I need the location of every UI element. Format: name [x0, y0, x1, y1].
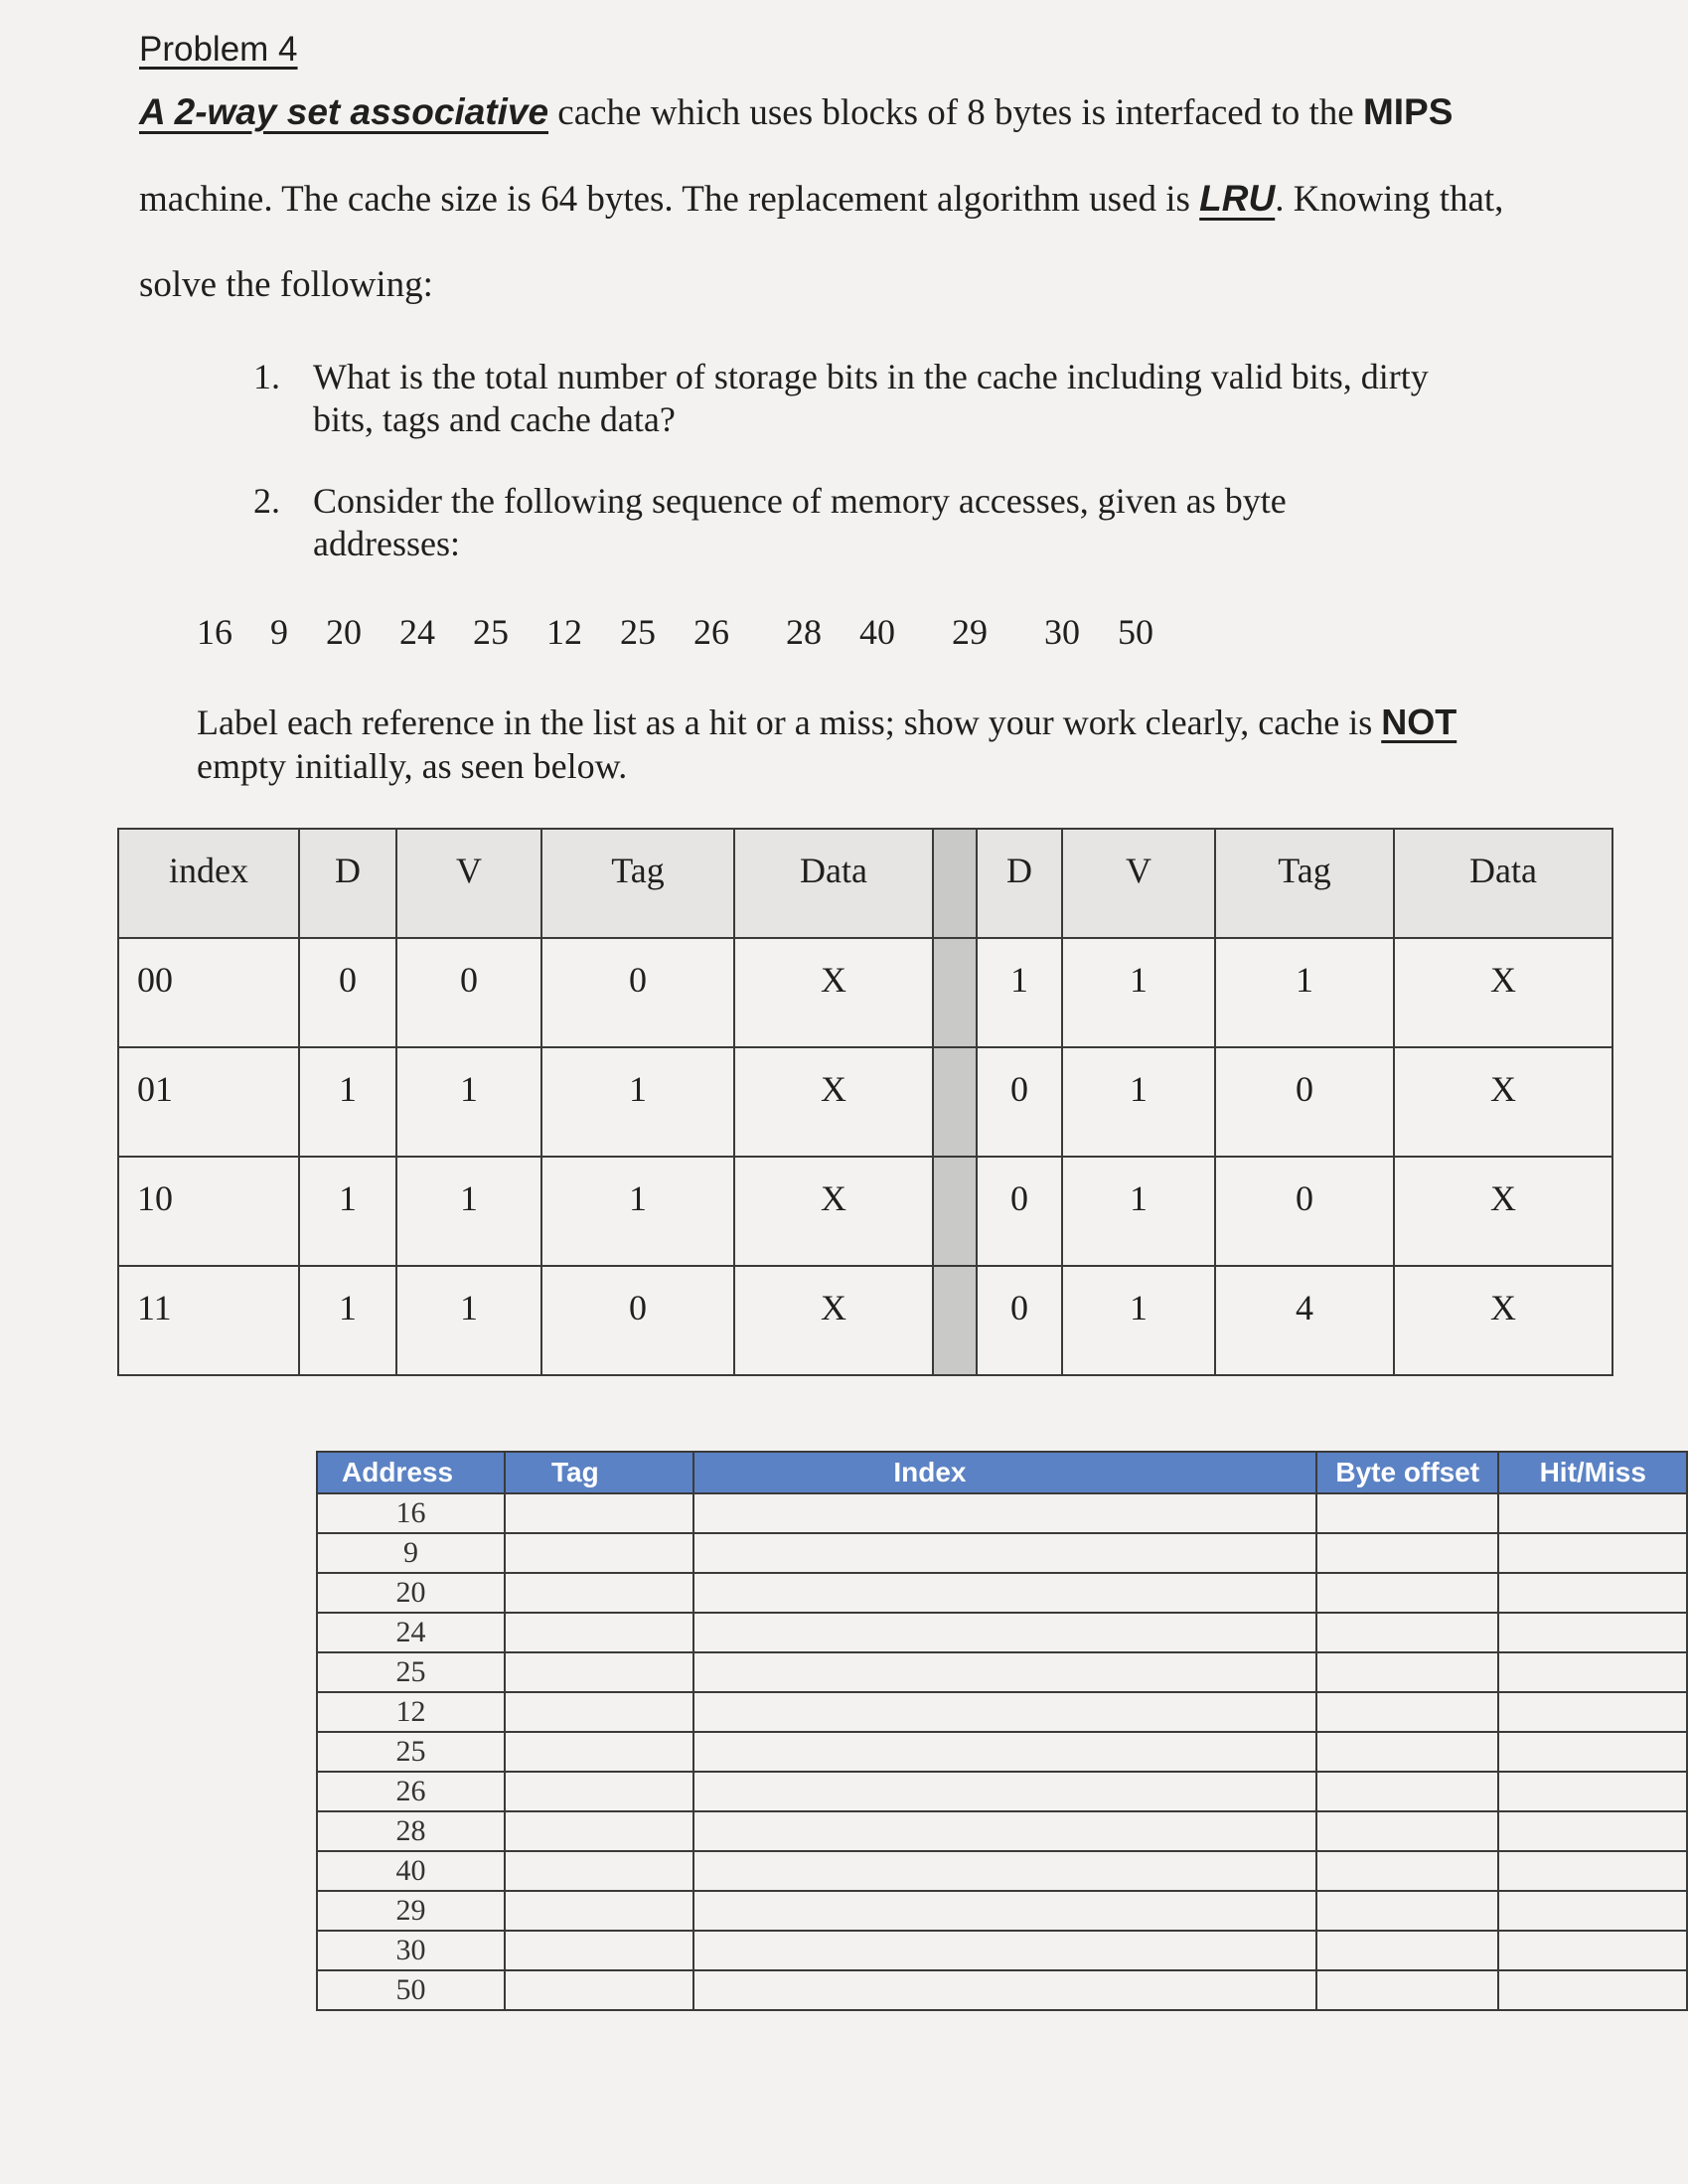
- cache-v2: 1: [1062, 1266, 1215, 1375]
- index-cell[interactable]: [693, 1891, 1316, 1931]
- byte-offset-cell[interactable]: [1316, 1573, 1499, 1613]
- cache-data2: X: [1394, 1266, 1612, 1375]
- byte-offset-cell[interactable]: [1316, 1732, 1499, 1772]
- byte-offset-cell[interactable]: [1316, 1891, 1499, 1931]
- label-instructions: [197, 701, 1488, 788]
- access-sequence: 16 9 20 24 25 12 25 26 28 40 29 30 50: [197, 612, 1153, 652]
- tag-cell[interactable]: [505, 1732, 693, 1772]
- index-cell[interactable]: [693, 1732, 1316, 1772]
- hit-miss-cell[interactable]: [1498, 1613, 1687, 1652]
- header-address: Address: [317, 1452, 505, 1493]
- cache-d2: 1: [977, 938, 1062, 1047]
- cache-v2: 1: [1062, 938, 1215, 1047]
- tag-cell[interactable]: [505, 1613, 693, 1652]
- address-cell: 20: [317, 1573, 505, 1613]
- table-row: [317, 1772, 1687, 1811]
- tag-cell[interactable]: [505, 1970, 693, 2010]
- index-cell[interactable]: [693, 1692, 1316, 1732]
- cache-data2: X: [1394, 938, 1612, 1047]
- cache-tag2: 0: [1215, 1157, 1394, 1266]
- cache-tag2: 4: [1215, 1266, 1394, 1375]
- label-part1: Label each reference in the list as a hit or a miss; show your work clearly, cache is: [197, 702, 1382, 742]
- cache-way-divider: [933, 938, 977, 1047]
- tag-cell[interactable]: [505, 1891, 693, 1931]
- intro-part3: . Knowing that, solve the following:: [139, 179, 1504, 305]
- cache-header-d2: D: [977, 829, 1062, 938]
- index-cell[interactable]: [693, 1613, 1316, 1652]
- cache-tag1: 0: [541, 1266, 734, 1375]
- address-breakdown-table: [316, 1451, 1688, 2011]
- index-cell[interactable]: [693, 1772, 1316, 1811]
- byte-offset-cell[interactable]: [1316, 1931, 1499, 1970]
- address-cell: 12: [317, 1692, 505, 1732]
- address-header-row: [317, 1452, 1687, 1493]
- table-row: [317, 1811, 1687, 1851]
- cache-d2: 0: [977, 1157, 1062, 1266]
- cache-tag1: 1: [541, 1157, 734, 1266]
- cache-v1: 0: [396, 938, 541, 1047]
- cache-data1: X: [734, 1157, 933, 1266]
- cache-header-tag1: Tag: [541, 829, 734, 938]
- hit-miss-cell[interactable]: [1498, 1652, 1687, 1692]
- intro-assoc: A 2-way set associative: [139, 91, 549, 132]
- cache-header-tag2: Tag: [1215, 829, 1394, 938]
- cache-header-data2: Data: [1394, 829, 1612, 938]
- label-not: NOT: [1381, 702, 1458, 742]
- cache-way-divider: [933, 1157, 977, 1266]
- hit-miss-cell[interactable]: [1498, 1891, 1687, 1931]
- intro-part1: cache which uses blocks of 8 bytes is interfaced to the: [548, 92, 1363, 133]
- index-cell[interactable]: [693, 1533, 1316, 1573]
- hit-miss-cell[interactable]: [1498, 1573, 1687, 1613]
- tag-cell[interactable]: [505, 1493, 693, 1533]
- address-cell: 24: [317, 1613, 505, 1652]
- header-tag: Tag: [505, 1452, 693, 1493]
- cache-state-table: [117, 828, 1613, 1376]
- problem-title: Problem 4: [139, 30, 298, 69]
- hit-miss-cell[interactable]: [1498, 1493, 1687, 1533]
- cache-row: [118, 1157, 1612, 1266]
- index-cell[interactable]: [693, 1493, 1316, 1533]
- cache-v1: 1: [396, 1266, 541, 1375]
- hit-miss-cell[interactable]: [1498, 1811, 1687, 1851]
- cache-v1: 1: [396, 1157, 541, 1266]
- table-row: [317, 1851, 1687, 1891]
- address-cell: 26: [317, 1772, 505, 1811]
- table-row: [317, 1970, 1687, 2010]
- header-index: Index: [693, 1452, 1316, 1493]
- byte-offset-cell[interactable]: [1316, 1811, 1499, 1851]
- cache-header-v2: V: [1062, 829, 1215, 938]
- byte-offset-cell[interactable]: [1316, 1613, 1499, 1652]
- cache-d1: 1: [299, 1047, 396, 1157]
- cache-header-index: index: [118, 829, 299, 938]
- cache-d1: 0: [299, 938, 396, 1047]
- cache-v1: 1: [396, 1047, 541, 1157]
- tag-cell[interactable]: [505, 1811, 693, 1851]
- hit-miss-cell[interactable]: [1498, 1772, 1687, 1811]
- tag-cell[interactable]: [505, 1652, 693, 1692]
- address-cell: 30: [317, 1931, 505, 1970]
- table-row: [317, 1732, 1687, 1772]
- address-cell: 28: [317, 1811, 505, 1851]
- address-cell: 29: [317, 1891, 505, 1931]
- cache-header-d1: D: [299, 829, 396, 938]
- cache-way-divider: [933, 1266, 977, 1375]
- cache-index: 00: [118, 938, 299, 1047]
- byte-offset-cell[interactable]: [1316, 1692, 1499, 1732]
- table-row: [317, 1573, 1687, 1613]
- header-hit-miss: Hit/Miss: [1498, 1452, 1687, 1493]
- cache-data1: X: [734, 938, 933, 1047]
- cache-way-divider: [933, 829, 977, 938]
- index-cell[interactable]: [693, 1931, 1316, 1970]
- cache-index: 10: [118, 1157, 299, 1266]
- problem-intro: [139, 70, 1530, 328]
- byte-offset-cell[interactable]: [1316, 1652, 1499, 1692]
- hit-miss-cell[interactable]: [1498, 1851, 1687, 1891]
- intro-lru: LRU: [1199, 178, 1276, 219]
- hit-miss-cell[interactable]: [1498, 1533, 1687, 1573]
- index-cell[interactable]: [693, 1573, 1316, 1613]
- byte-offset-cell[interactable]: [1316, 1772, 1499, 1811]
- intro-mips: MIPS: [1362, 91, 1454, 132]
- table-row: [317, 1613, 1687, 1652]
- table-row: [317, 1891, 1687, 1931]
- tag-cell[interactable]: [505, 1772, 693, 1811]
- hit-miss-cell[interactable]: [1498, 1931, 1687, 1970]
- cache-data2: X: [1394, 1157, 1612, 1266]
- cache-header-data1: Data: [734, 829, 933, 938]
- cache-tag2: 1: [1215, 938, 1394, 1047]
- cache-v2: 1: [1062, 1047, 1215, 1157]
- label-part2: empty initially, as seen below.: [197, 746, 628, 786]
- address-cell: 50: [317, 1970, 505, 2010]
- hit-miss-cell[interactable]: [1498, 1692, 1687, 1732]
- index-cell[interactable]: [693, 1811, 1316, 1851]
- table-row: [317, 1692, 1687, 1732]
- byte-offset-cell[interactable]: [1316, 1533, 1499, 1573]
- cache-data2: X: [1394, 1047, 1612, 1157]
- intro-part2: machine. The cache size is 64 bytes. The replacement algorithm used is: [139, 179, 1200, 220]
- cache-d1: 1: [299, 1157, 396, 1266]
- address-rows: [317, 1493, 1687, 2010]
- question-1-number: 1.: [253, 357, 280, 396]
- cache-v2: 1: [1062, 1157, 1215, 1266]
- cache-index: 11: [118, 1266, 299, 1375]
- cache-data1: X: [734, 1266, 933, 1375]
- cache-way-divider: [933, 1047, 977, 1157]
- table-row: [317, 1652, 1687, 1692]
- cache-d2: 0: [977, 1266, 1062, 1375]
- address-cell: 16: [317, 1493, 505, 1533]
- cache-tag1: 0: [541, 938, 734, 1047]
- address-cell: 9: [317, 1533, 505, 1573]
- byte-offset-cell[interactable]: [1316, 1851, 1499, 1891]
- byte-offset-cell[interactable]: [1316, 1493, 1499, 1533]
- byte-offset-cell[interactable]: [1316, 1970, 1499, 2010]
- index-cell[interactable]: [693, 1970, 1316, 2010]
- tag-cell[interactable]: [505, 1851, 693, 1891]
- tag-cell[interactable]: [505, 1931, 693, 1970]
- tag-cell[interactable]: [505, 1533, 693, 1573]
- cache-header-v1: V: [396, 829, 541, 938]
- cache-d2: 0: [977, 1047, 1062, 1157]
- address-cell: 40: [317, 1851, 505, 1891]
- hit-miss-cell[interactable]: [1498, 1732, 1687, 1772]
- index-cell[interactable]: [693, 1652, 1316, 1692]
- cache-tag1: 1: [541, 1047, 734, 1157]
- table-row: [317, 1493, 1687, 1533]
- tag-cell[interactable]: [505, 1573, 693, 1613]
- address-cell: 25: [317, 1652, 505, 1692]
- hit-miss-cell[interactable]: [1498, 1970, 1687, 2010]
- cache-row: [118, 1266, 1612, 1375]
- question-2-text: Consider the following sequence of memory accesses, given as byte addresses:: [313, 481, 1287, 563]
- cache-row: [118, 938, 1612, 1047]
- tag-cell[interactable]: [505, 1692, 693, 1732]
- cache-data1: X: [734, 1047, 933, 1157]
- question-2-number: 2.: [253, 481, 280, 521]
- cache-d1: 1: [299, 1266, 396, 1375]
- header-byte-offset: Byte offset: [1316, 1452, 1499, 1493]
- index-cell[interactable]: [693, 1851, 1316, 1891]
- table-row: [317, 1533, 1687, 1573]
- cache-row: [118, 1047, 1612, 1157]
- cache-index: 01: [118, 1047, 299, 1157]
- cache-header-row: [118, 829, 1612, 938]
- table-row: [317, 1931, 1687, 1970]
- question-1-text: What is the total number of storage bits in the cache including valid bits, dirty bits, tags and cache data?: [313, 357, 1429, 439]
- cache-tag2: 0: [1215, 1047, 1394, 1157]
- address-cell: 25: [317, 1732, 505, 1772]
